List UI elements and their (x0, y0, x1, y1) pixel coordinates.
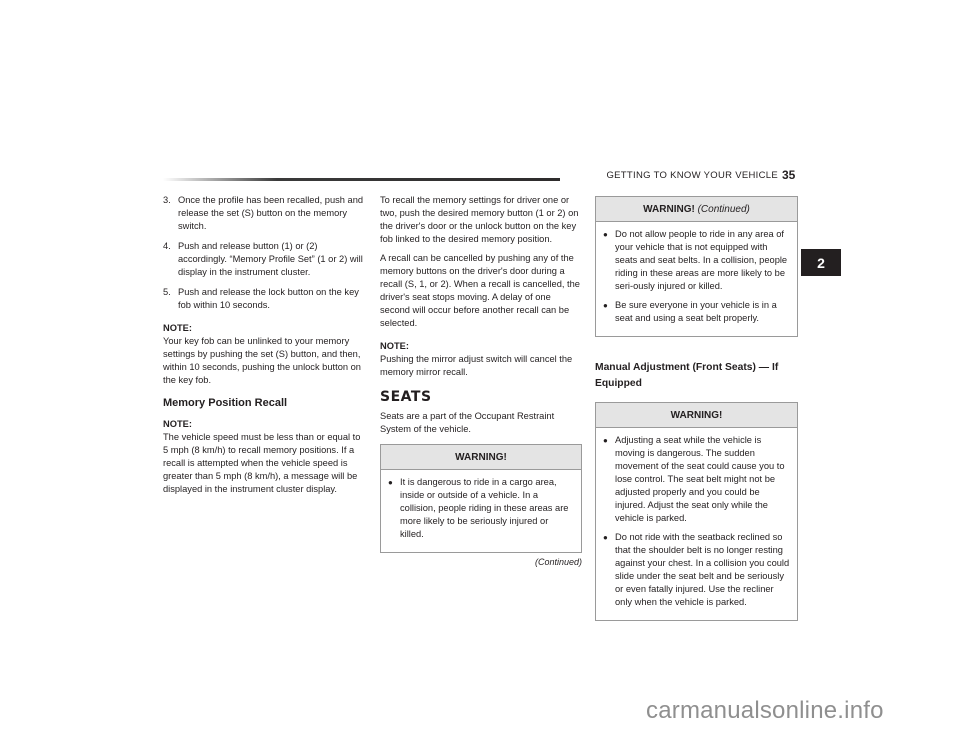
step-number: 4. (163, 241, 171, 251)
warning-body (381, 470, 581, 552)
warning-bullet (603, 228, 790, 293)
step-number: 5. (163, 287, 171, 297)
page-number: 35 (778, 168, 799, 182)
subheading-memory-position-recall: Memory Position Recall (163, 397, 288, 409)
continued-label: (Continued) (534, 557, 582, 567)
note-text: The vehicle speed must be less than or equal to 5 mph (8 km/h) to recall memory positions. If a recall is attempted when the vehicle speed is greater than 5 mph (8 km/h), a message will be displayed in the instrument cluster display. (163, 432, 361, 494)
note-label: NOTE: (380, 341, 409, 351)
seats-intro: Seats are a part of the Occupant Restraint System of the vehicle. (380, 411, 555, 434)
bullet-icon: ● (603, 230, 608, 239)
warning-bullet-text: It is dangerous to ride in a cargo area, inside or outside of a vehicle. In a collision, people riding in these areas are more likely to be seriously injured or killed. (400, 477, 569, 539)
warning-bullet-text: Do not allow people to ride in any area of your vehicle that is not equipped with seats and seat belts. In a collision, people riding in these areas are more likely to be seri-ously injured or killed. (615, 229, 788, 291)
section-header-title: GETTING TO KNOW YOUR VEHICLE (560, 170, 778, 181)
warning-body (596, 222, 797, 336)
step-item (163, 240, 366, 279)
chapter-tab[interactable]: 2 (801, 249, 841, 276)
warning-bullet-text: Adjusting a seat while the vehicle is moving is dangerous. The sudden movement of the seat could cause you to lose control. The seat belt might not be adjusted properly and you could be injured. Adjust the seat only while the vehicle is parked. (615, 435, 785, 523)
paragraph-recall-settings: To recall the memory settings for driver one or two, push the desired memory button (1 or 2) on the driver's door or the unlock button on the key fob linked to the desired memory position. (380, 195, 579, 244)
warning-title: WARNING! (643, 204, 695, 215)
warning-bullet (603, 434, 790, 525)
warning-bullet (603, 299, 790, 325)
column-middle (380, 194, 582, 569)
warning-body (596, 428, 797, 620)
step-text: Push and release the lock button on the key fob within 10 seconds. (178, 287, 359, 310)
warning-bullet-text: Do not ride with the seatback reclined so that the shoulder belt is no longer resting against your chest. In a collision you could slide under the seat belt and be seriously or even fatally injured. Use the recliner only when the vehicle is parked. (615, 532, 790, 607)
bullet-icon: ● (603, 533, 608, 542)
note-text: Your key fob can be unlinked to your memory settings by pushing the set (S) button, and then, within 10 seconds, pushing the unlock button on the key fob. (163, 336, 361, 385)
warning-bullet (603, 531, 790, 609)
warning-title: WARNING! (381, 445, 581, 470)
warning-box-continued (595, 196, 798, 337)
step-text: Push and release button (1) or (2) accordingly. “Memory Profile Set” (1 or 2) will display in the instrument cluster. (178, 241, 363, 277)
step-text: Once the profile has been recalled, push and release the set (S) button on the memory switch. (178, 195, 364, 231)
bullet-icon: ● (388, 478, 393, 487)
note-label: NOTE: (163, 419, 192, 429)
step-number: 3. (163, 195, 171, 205)
step-item (163, 286, 366, 312)
bullet-icon: ● (603, 301, 608, 310)
warning-continued-label: (Continued) (697, 204, 750, 215)
step-item (163, 194, 366, 233)
paragraph-recall-cancel: A recall can be cancelled by pushing any of the memory buttons on the driver's door during a recall (S, 1, or 2). When a recall is cancelled, the driver's seat stops moving. A delay of one second will occur before another recall can be selected. (380, 253, 580, 328)
column-left (163, 194, 366, 502)
warning-title-continued (596, 197, 797, 222)
subheading-manual-adjustment: Manual Adjustment (Front Seats) — If Equipped (595, 362, 779, 389)
warning-title: WARNING! (596, 403, 797, 428)
note-label: NOTE: (163, 323, 192, 333)
section-title-seats: SEATS (380, 389, 432, 405)
watermark-link[interactable]: carmanualsonline.info (646, 697, 884, 724)
warning-bullet-text: Be sure everyone in your vehicle is in a seat and using a seat belt properly. (615, 300, 777, 323)
note-text: Pushing the mirror adjust switch will cancel the memory mirror recall. (380, 354, 573, 377)
column-right (595, 196, 798, 621)
warning-box (380, 444, 582, 553)
bullet-icon: ● (603, 436, 608, 445)
warning-bullet (388, 476, 574, 541)
warning-box (595, 402, 798, 621)
